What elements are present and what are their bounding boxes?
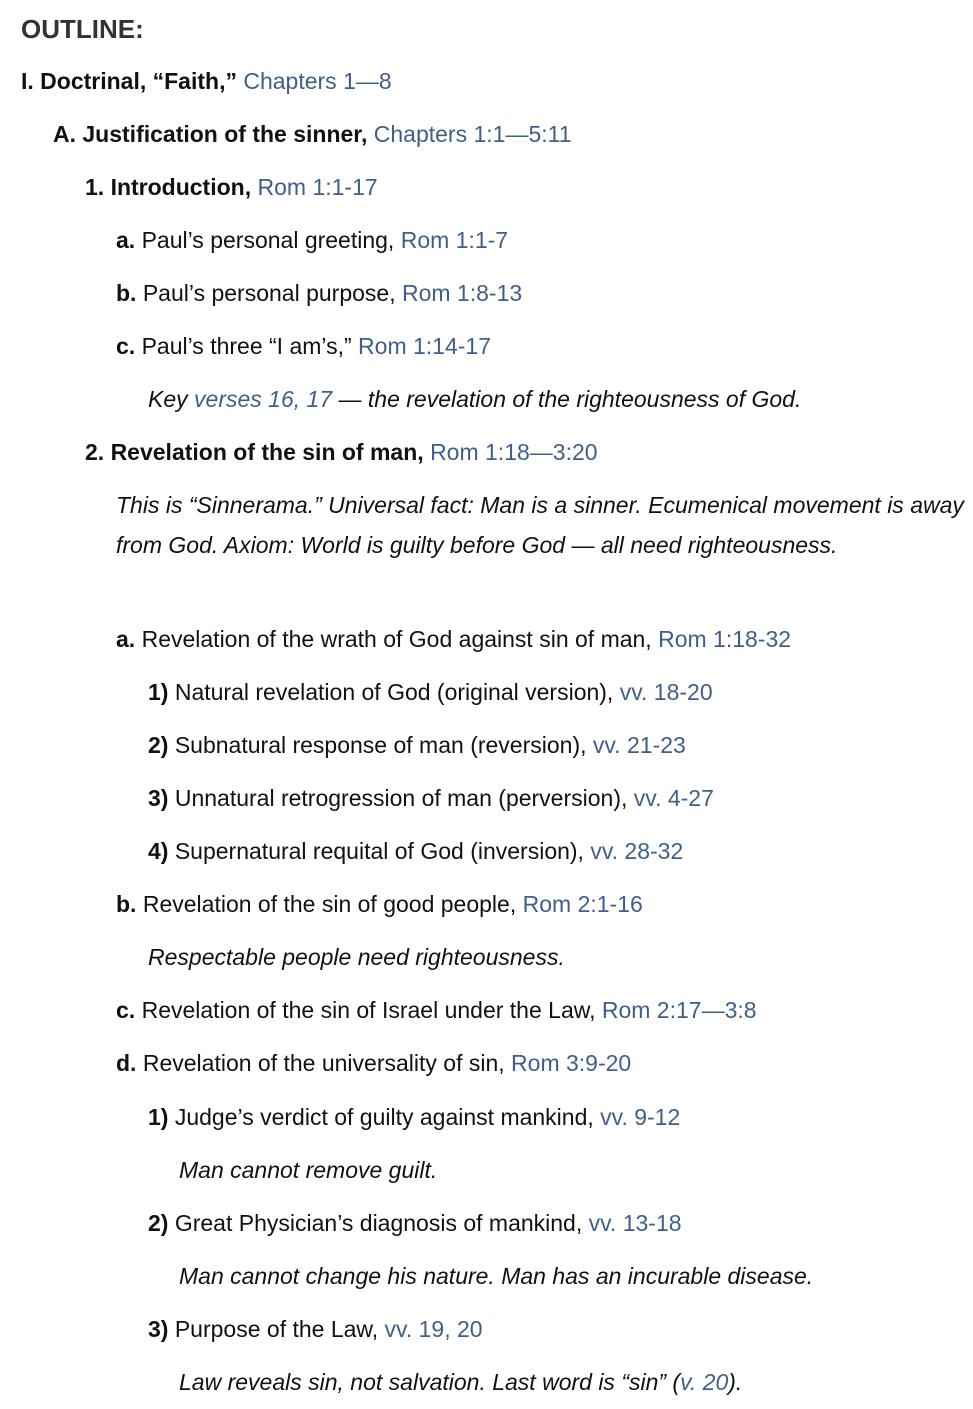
item-marker: a. bbox=[116, 626, 136, 652]
item-note: Respectable people need righteousness. bbox=[148, 944, 565, 970]
list-item bbox=[148, 836, 683, 866]
list-item bbox=[116, 624, 791, 654]
item-ref-link[interactable]: Rom 2:1-16 bbox=[522, 891, 643, 917]
note-text: Law reveals sin, not salvation. Last word is “sin” ( bbox=[179, 1369, 681, 1395]
section-2-ref-link[interactable]: Rom 1:18—3:20 bbox=[430, 439, 598, 465]
item-note: Man cannot change his nature. Man has an incurable disease. bbox=[179, 1263, 814, 1289]
item-marker: 4) bbox=[148, 838, 169, 864]
note-ref-link[interactable]: v. 20 bbox=[680, 1369, 729, 1395]
key-verses-link[interactable]: verses 16, 17 bbox=[194, 386, 333, 412]
sinnerama-note: This is “Sinnerama.” Universal fact: Man is a sinner. Ecumenical movement is away from God. Axiom: World is guilty before God — all need righteousness. bbox=[116, 492, 964, 558]
item-text: Natural revelation of God (original version), bbox=[174, 679, 614, 705]
item-marker: 3) bbox=[148, 1316, 169, 1342]
note-text: Key bbox=[148, 386, 188, 412]
item-note: Man cannot remove guilt. bbox=[179, 1157, 438, 1183]
item-text: Revelation of the wrath of God against sin of man, bbox=[141, 626, 652, 652]
item-ref-link[interactable]: Rom 1:18-32 bbox=[658, 626, 792, 652]
item-marker: d. bbox=[116, 1050, 137, 1076]
list-item bbox=[116, 331, 491, 361]
list-item bbox=[148, 1314, 483, 1344]
list-item bbox=[148, 783, 714, 813]
item-text: Supernatural requital of God (inversion), bbox=[174, 838, 584, 864]
list-item bbox=[148, 677, 713, 707]
section-a bbox=[53, 119, 572, 149]
item-text: Revelation of the sin of Israel under the Law, bbox=[141, 997, 596, 1023]
item-marker: b. bbox=[116, 891, 137, 917]
item-ref-link[interactable]: vv. 18-20 bbox=[619, 679, 713, 705]
section-1-introduction bbox=[85, 172, 378, 202]
item-ref-link[interactable]: vv. 9-12 bbox=[600, 1104, 681, 1130]
item-marker: 1) bbox=[148, 679, 169, 705]
section-i-ref-link[interactable]: Chapters 1—8 bbox=[243, 68, 392, 94]
list-item bbox=[116, 225, 508, 255]
section-2-title: 2. Revelation of the sin of man, bbox=[85, 439, 424, 465]
item-marker: 1) bbox=[148, 1104, 169, 1130]
item-ref-link[interactable]: Rom 1:8-13 bbox=[401, 280, 523, 306]
item-ref-link[interactable]: Rom 2:17—3:8 bbox=[601, 997, 757, 1023]
item-ref-link[interactable]: Rom 1:1-7 bbox=[400, 227, 509, 253]
item-marker: 3) bbox=[148, 785, 169, 811]
item-marker: 2) bbox=[148, 732, 169, 758]
list-item bbox=[116, 995, 757, 1025]
outline-heading: OUTLINE: bbox=[21, 14, 144, 44]
item-text: Revelation of the sin of good people, bbox=[142, 891, 517, 917]
list-item bbox=[148, 1102, 680, 1132]
item-text: Judge’s verdict of guilty against mankind, bbox=[174, 1104, 594, 1130]
item-ref-link[interactable]: vv. 4-27 bbox=[633, 785, 714, 811]
section-2-revelation bbox=[85, 437, 598, 467]
item-ref-link[interactable]: vv. 21-23 bbox=[592, 732, 686, 758]
item-text: Paul’s personal purpose, bbox=[142, 280, 396, 306]
item-marker: a. bbox=[116, 227, 136, 253]
section-1-ref-link[interactable]: Rom 1:1-17 bbox=[257, 174, 378, 200]
item-text: Purpose of the Law, bbox=[174, 1316, 379, 1342]
item-marker: c. bbox=[116, 333, 136, 359]
item-marker: 2) bbox=[148, 1210, 169, 1236]
item-ref-link[interactable]: vv. 13-18 bbox=[588, 1210, 682, 1236]
note-text: ). bbox=[728, 1369, 743, 1395]
item-note bbox=[179, 1367, 742, 1397]
item-text: Unnatural retrogression of man (perversion), bbox=[174, 785, 628, 811]
item-marker: c. bbox=[116, 997, 136, 1023]
section-1-title: 1. Introduction, bbox=[85, 174, 252, 200]
item-ref-link[interactable]: Rom 1:14-17 bbox=[358, 333, 492, 359]
section-a-ref-link[interactable]: Chapters 1:1—5:11 bbox=[373, 121, 572, 147]
list-item bbox=[116, 278, 522, 308]
item-ref-link[interactable]: Rom 3:9-20 bbox=[511, 1050, 632, 1076]
item-ref-link[interactable]: vv. 19, 20 bbox=[384, 1316, 483, 1342]
item-text: Great Physician’s diagnosis of mankind, bbox=[174, 1210, 583, 1236]
section-i bbox=[21, 66, 392, 96]
item-text: Subnatural response of man (reversion), bbox=[174, 732, 587, 758]
item-ref-link[interactable]: vv. 28-32 bbox=[590, 838, 684, 864]
item-marker: b. bbox=[116, 280, 137, 306]
item-text: Paul’s three “I am’s,” bbox=[141, 333, 352, 359]
list-item bbox=[148, 730, 686, 760]
note-text: — the revelation of the righteousness of God. bbox=[338, 386, 802, 412]
list-item bbox=[116, 1048, 631, 1078]
list-item bbox=[116, 889, 643, 919]
section-a-title: A. Justification of the sinner, bbox=[53, 121, 368, 147]
key-verses-note bbox=[148, 384, 801, 414]
item-text: Paul’s personal greeting, bbox=[141, 227, 395, 253]
list-item bbox=[148, 1208, 682, 1238]
section-i-title: I. Doctrinal, “Faith,” bbox=[21, 68, 237, 94]
item-text: Revelation of the universality of sin, bbox=[142, 1050, 505, 1076]
